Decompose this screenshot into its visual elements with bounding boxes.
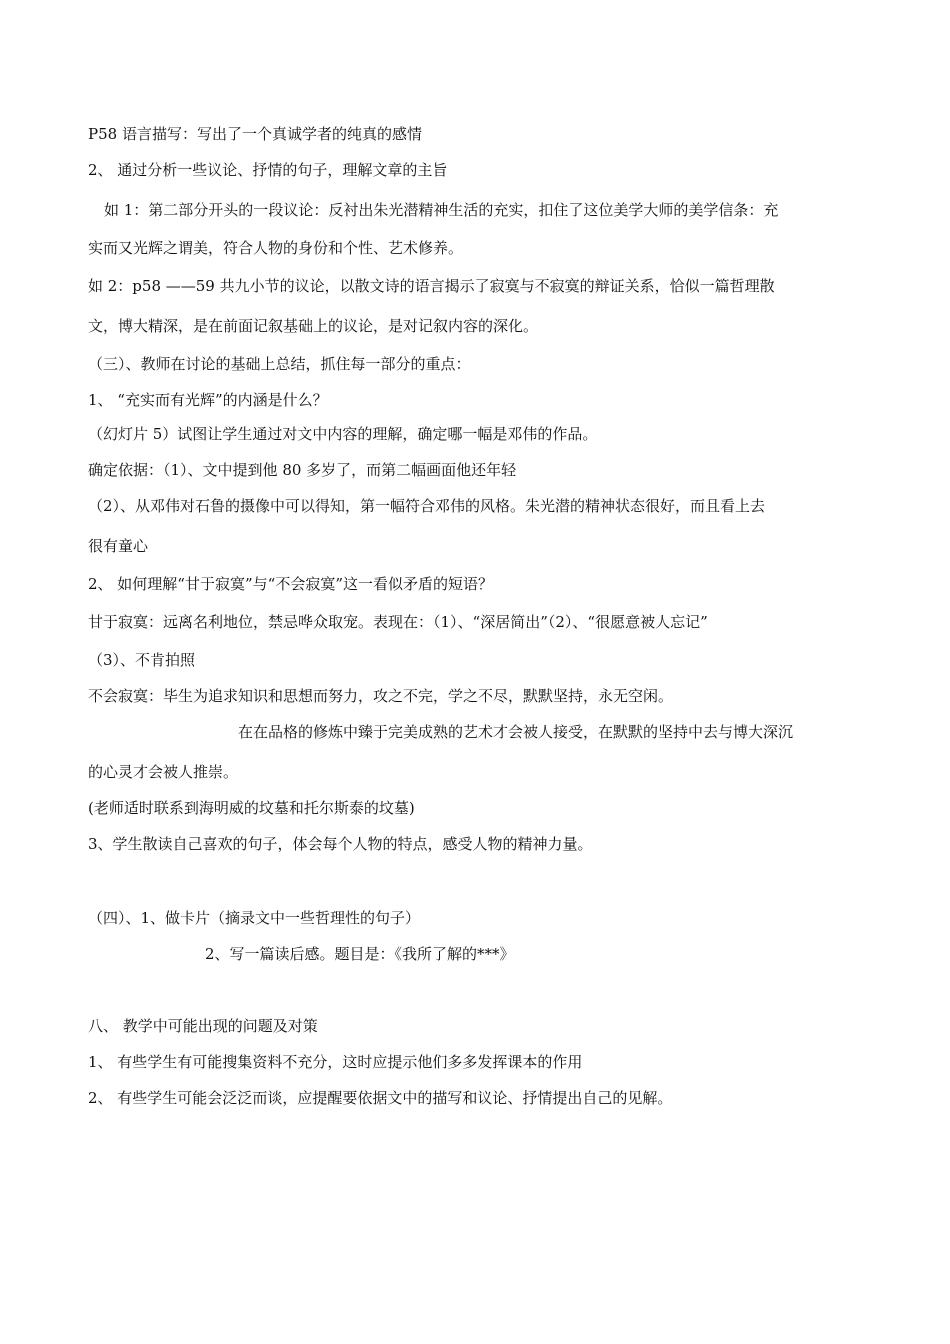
text-line: 文，博大精深，是在前面记叙基础上的议论，是对记叙内容的深化。 [88,317,539,335]
text-line: 确定依据：（1）、文中提到他 80 多岁了，而第二幅画面他还年轻 [88,461,517,479]
text-line: P58 语言描写：写出了一个真诚学者的纯真的感情 [88,125,422,143]
text-line: （幻灯片 5）试图让学生通过对文中内容的理解，确定哪一幅是邓伟的作品。 [88,425,598,443]
text-line: （2）、从邓伟对石鲁的摄像中可以得知，第一幅符合邓伟的风格。朱光潜的精神状态很好，而且看上去 [88,497,766,515]
text-line: 1、 “充实而有光辉”的内涵是什么？ [88,391,328,409]
text-line: 八、 教学中可能出现的问题及对策 [88,1017,318,1035]
text-line: 2、 如何理解“甘于寂寞”与“不会寂寞”这一看似矛盾的短语？ [88,575,493,593]
text-line: (老师适时联系到海明威的坟墓和托尔斯泰的坟墓) [88,799,415,817]
text-line: （3）、不肯拍照 [88,651,196,669]
text-line: （三）、教师在讨论的基础上总结，抓住每一部分的重点： [88,355,471,373]
text-line: 2、 有些学生可能会泛泛而谈，应提醒要依据文中的描写和议论、抒情提出自己的见解。 [88,1089,673,1107]
text-line: 在在品格的修炼中臻于完美成熟的艺术才会被人接受，在默默的坚持中去与博大深沉 [238,723,794,741]
text-line: 很有童心 [88,537,149,555]
text-line: 2、 通过分析一些议论、抒情的句子，理解文章的主旨 [88,161,448,179]
text-line: 甘于寂寞：远离名利地位，禁忌哗众取宠。表现在：（1）、“深居简出”（2）、“很愿意被人忘记” [88,613,708,631]
text-line: 1、 有些学生有可能搜集资料不充分，这时应提示他们多多发挥课本的作用 [88,1053,583,1071]
text-line: 如 1：第二部分开头的一段议论：反衬出朱光潜精神生活的充实，扣住了这位美学大师的美学信条：充 [104,201,779,219]
text-line: 如 2：p58 ——59 共九小节的议论，以散文诗的语言揭示了寂寞与不寂寞的辩证关系，恰似一篇哲理散 [88,277,775,295]
text-line: 3、学生散读自己喜欢的句子，体会每个人物的特点，感受人物的精神力量。 [88,835,593,853]
text-line: 的心灵才会被人推崇。 [88,763,239,781]
text-line: 不会寂寞：毕生为追求知识和思想而努力，攻之不完，学之不尽，默默坚持，永无空闲。 [88,687,674,705]
text-line: 实而又光辉之谓美，符合人物的身份和个性、艺术修养。 [88,239,464,257]
text-line: 2、写一篇读后感。题目是：《我所了解的***》 [205,945,515,963]
text-line: （四）、1、做卡片（摘录文中一些哲理性的句子） [88,909,421,927]
